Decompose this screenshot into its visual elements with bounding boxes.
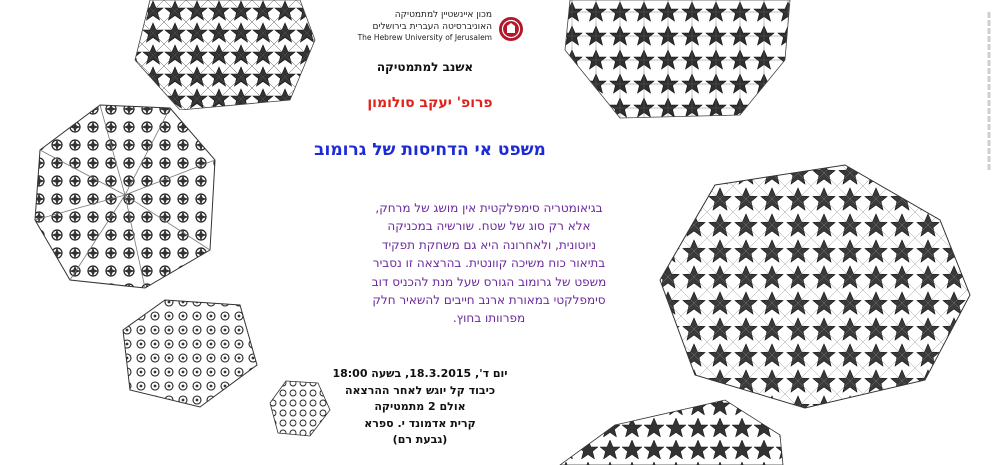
- event-campus-area: (גבעת רם): [392, 433, 448, 446]
- lecture-title: משפט אי הדחיסות של גרומוב: [314, 140, 546, 160]
- institute-header: [357, 4, 530, 50]
- event-date-time: יום ד', 18.3.2015, בשעה 18:00: [332, 367, 508, 380]
- image-credit-strip: [984, 12, 994, 172]
- institute-name-english: The Hebrew University of Jerusalem: [357, 33, 492, 42]
- event-campus: קרית אדמונד י. ספרא: [364, 416, 476, 430]
- penrose-tiling-heptagon-right: [655, 160, 975, 410]
- abstract-line: בתיאור כוח משיכה קוונטית. בהרצאה זו נסביר: [372, 256, 606, 271]
- university-seal-icon: [498, 16, 524, 42]
- abstract-line: ניוטונית, ולאחרונה היא גם משחקת תפקיד: [381, 237, 597, 252]
- event-refreshments: כיבוד קל יוגש לאחר ההרצאה: [344, 383, 496, 397]
- event-hall: אולם 2 מתמטיקה: [374, 400, 466, 413]
- penrose-tiling-top-center: [560, 0, 800, 120]
- penrose-tiling-bottom-center: [555, 395, 785, 465]
- penrose-tiling-pentagon-bottom-left: [120, 295, 260, 410]
- penrose-tiling-decagon-left: [30, 100, 230, 290]
- abstract-line: סימפלקטי במאורת ארנב חייבים להשאיר חלק: [372, 293, 606, 308]
- event-details: [330, 366, 510, 449]
- speaker-name: פרופ' יעקב סולומון: [367, 95, 493, 111]
- penrose-tiling-top-left: [120, 0, 320, 110]
- abstract-line: משפט של גרומוב הגורס שעל מנת להכניס דוב: [371, 274, 607, 289]
- institute-name-line1: מכון איינשטיין למתמטיקה: [394, 10, 492, 20]
- lecture-abstract: [296, 199, 682, 328]
- abstract-line: בגיאומטריה סימפלקטית אין מושג של מרחק,: [375, 201, 603, 215]
- abstract-line: אלא רק סוג של שטח. שורשיה במכניקה: [387, 219, 591, 234]
- penrose-tiling-small-bottom: [268, 378, 332, 438]
- program-name: אשנב למתמטיקה: [376, 60, 474, 74]
- institute-name-line2: האוניברסיטה העברית בירושלים: [372, 22, 492, 32]
- abstract-line: מפרוותו בחוץ.: [452, 311, 526, 326]
